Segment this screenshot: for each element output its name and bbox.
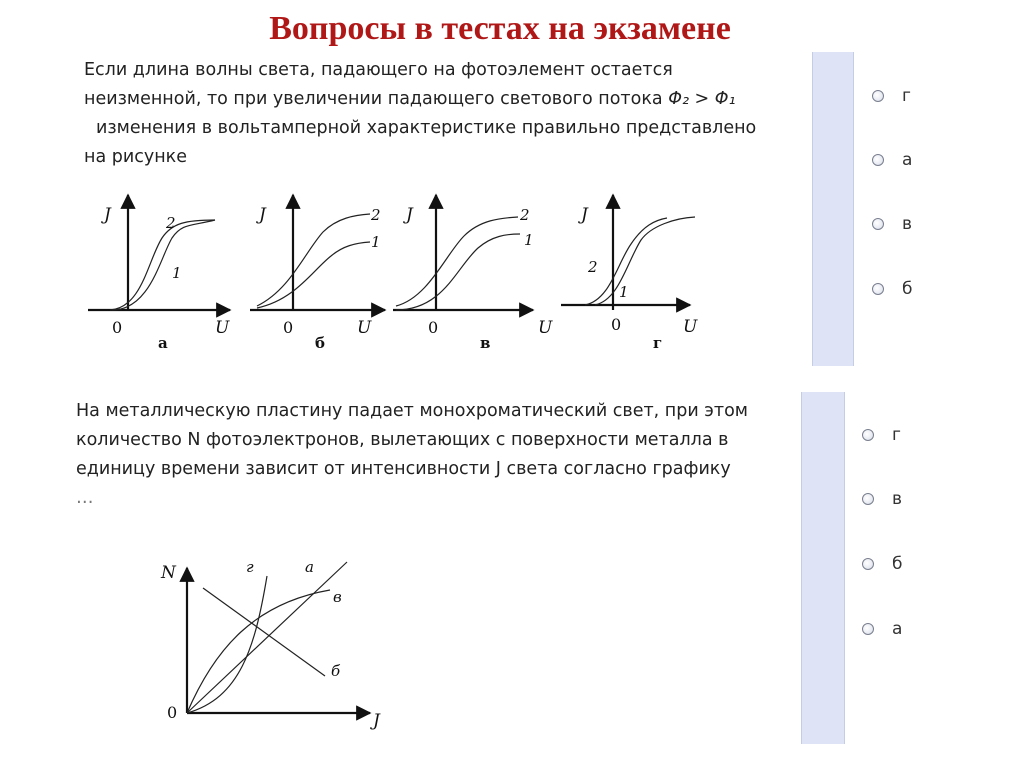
q1-line-3: изменения в вольтамперной характеристике правильно представлено — [96, 118, 757, 138]
origin-label: 0 — [428, 318, 439, 337]
q1-option-2[interactable] — [872, 150, 912, 170]
curve-label-1: 1 — [172, 264, 182, 282]
q1-line-4: на рисунке — [84, 147, 187, 167]
origin-label: 0 — [283, 318, 294, 337]
graph-g — [555, 190, 715, 355]
graph-a — [80, 190, 240, 355]
curve-g — [187, 576, 267, 713]
curve-label-1: 1 — [524, 231, 534, 249]
curve-1 — [396, 234, 520, 310]
option-label: б — [902, 279, 913, 299]
x-axis-label: U — [215, 318, 230, 338]
q2-line-3: единицу времени зависит от интенсивности J света согласно графику — [76, 459, 731, 479]
q2-option-4[interactable] — [862, 619, 902, 639]
radio-button[interactable] — [872, 90, 884, 102]
radio-button[interactable] — [862, 493, 874, 505]
y-axis-label: J — [104, 205, 111, 225]
q1-line-1: Если длина волны света, падающего на фотоэлемент остается — [84, 60, 673, 80]
origin-label: 0 — [112, 318, 123, 337]
option-label: в — [902, 214, 913, 234]
q1-option-3[interactable] — [872, 214, 912, 234]
y-axis-label: J — [259, 205, 266, 225]
answer-strip-1 — [812, 52, 854, 366]
option-label: б — [892, 554, 903, 574]
x-axis-label: U — [357, 318, 372, 338]
curve-label-b: б — [331, 662, 341, 680]
x-axis-label: U — [683, 317, 698, 337]
question-2-text — [76, 397, 806, 513]
q2-option-2[interactable] — [862, 489, 902, 509]
q1-line-2: неизменной, то при увеличении падающего светового потока Φ₂ > Φ₁ — [84, 89, 736, 109]
option-label: г — [902, 86, 911, 106]
curve-2 — [257, 214, 370, 306]
slide-title: Вопросы в тестах на экзамене — [269, 10, 731, 47]
curve-2 — [396, 217, 518, 306]
y-axis-label: J — [406, 205, 413, 225]
caption: б — [315, 334, 326, 352]
q2-line-4: … — [76, 488, 94, 508]
caption: а — [158, 334, 168, 352]
curve-label-a: а — [305, 558, 314, 576]
caption: в — [480, 334, 491, 352]
q2-option-1[interactable] — [862, 425, 901, 445]
y-axis-label: J — [581, 205, 588, 225]
curve-label-1: 1 — [371, 233, 381, 251]
radio-button[interactable] — [872, 283, 884, 295]
curve-1 — [257, 242, 370, 308]
q1-option-4[interactable] — [872, 279, 912, 299]
line-a — [187, 562, 347, 713]
radio-button[interactable] — [872, 154, 884, 166]
q1-option-1[interactable] — [872, 86, 911, 106]
option-label: а — [892, 619, 903, 639]
graph-v — [388, 190, 558, 355]
option-label: а — [902, 150, 913, 170]
line-b — [203, 588, 325, 676]
curve-label-1: 1 — [619, 283, 629, 301]
graph-b — [245, 190, 405, 355]
curve-label-g: г — [246, 558, 254, 576]
x-axis-label: U — [538, 318, 553, 338]
origin-label: 0 — [167, 703, 178, 722]
curve-label-2: 2 — [166, 214, 176, 232]
y-axis-label: N — [161, 563, 176, 583]
origin-label: 0 — [611, 315, 622, 334]
radio-button[interactable] — [872, 218, 884, 230]
x-axis-label: J — [373, 711, 380, 731]
curve-1 — [595, 217, 695, 305]
question-2-graph — [155, 548, 395, 738]
phi-expression: Φ₂ > Φ₁ — [668, 89, 736, 109]
answer-strip-2 — [801, 392, 845, 744]
question-1-text — [84, 56, 804, 172]
caption: г — [653, 334, 663, 352]
radio-button[interactable] — [862, 429, 874, 441]
curve-label-2: 2 — [588, 258, 598, 276]
option-label: в — [892, 489, 903, 509]
curve-label-2: 2 — [371, 206, 381, 224]
q2-line-1: На металлическую пластину падает монохроматический свет, при этом — [76, 401, 748, 421]
q2-option-3[interactable] — [862, 554, 902, 574]
curve-2 — [110, 220, 215, 310]
q2-line-2: количество N фотоэлектронов, вылетающих с поверхности металла в — [76, 430, 729, 450]
curve-v — [187, 590, 330, 713]
radio-button[interactable] — [862, 558, 874, 570]
curve-label-2: 2 — [520, 206, 530, 224]
curve-label-v: в — [333, 588, 342, 606]
radio-button[interactable] — [862, 623, 874, 635]
option-label: г — [892, 425, 901, 445]
